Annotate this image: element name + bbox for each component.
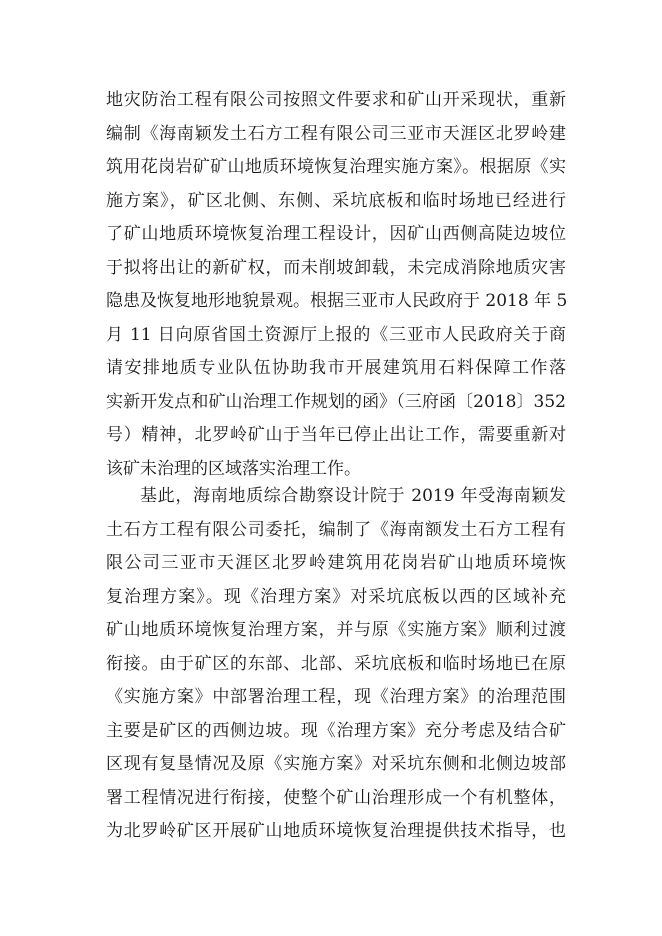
text-line: 号）精神，北罗岭矿山于当年已停止出让工作，需要重新对 <box>106 425 566 446</box>
text-line: 复治理方案》。现《治理方案》对采坑底板以西的区域补充 <box>106 586 566 607</box>
text-line: 了矿山地质环境恢复治理工程设计，因矿山西侧高陡边坡位 <box>106 224 566 245</box>
text-line: 《实施方案》中部署治理工程，现《治理方案》的治理范围 <box>106 687 566 708</box>
text-line: 限公司三亚市天涯区北罗岭建筑用花岗岩矿山地质环境恢 <box>106 553 566 574</box>
text-line: 筑用花岗岩矿矿山地质环境恢复治理实施方案》。根据原《实 <box>106 157 566 178</box>
text-line: 编制《海南颖发土石方工程有限公司三亚市天涯区北罗岭建 <box>106 123 566 144</box>
paragraph-2 <box>106 480 566 849</box>
text-line: 地灾防治工程有限公司按照文件要求和矿山开采现状，重新 <box>106 90 566 110</box>
text-line: 隐患及恢复地形地貌景观。根据三亚市人民政府于 2018 年 5 <box>106 291 568 312</box>
paragraph-1 <box>106 84 566 487</box>
text-line: 署工程情况进行衔接，使整个矿山治理形成一个有机整体， <box>106 787 566 808</box>
text-line: 区现有复垦情况及原《实施方案》对采坑东侧和北侧边坡部 <box>106 754 566 775</box>
text-line: 土石方工程有限公司委托，编制了《海南额发土石方工程有 <box>106 519 566 540</box>
text-line: 请安排地质专业队伍协助我市开展建筑用石料保障工作落 <box>106 358 566 379</box>
text-line: 实新开发点和矿山治理工作规划的函》（三府函〔2018〕352 <box>106 391 566 412</box>
text-line: 为北罗岭矿区开展矿山地质环境恢复治理提供技术指导，也 <box>106 821 566 842</box>
text-line: 矿山地质环境恢复治理方案，并与原《实施方案》顺利过渡 <box>106 620 566 641</box>
text-line: 基此，海南地质综合勘察设计院于 2019 年受海南颖发 <box>140 486 566 506</box>
text-line: 施方案》，矿区北侧、东侧、采坑底板和临时场地已经进行 <box>106 190 566 211</box>
text-line: 衔接。由于矿区的东部、北部、采坑底板和临时场地已在原 <box>106 653 566 674</box>
text-line: 主要是矿区的西侧边坡。现《治理方案》充分考虑及结合矿 <box>106 720 566 741</box>
text-line: 于拟将出让的新矿权，而未削坡卸载，未完成消除地质灾害 <box>106 257 566 278</box>
text-line: 该矿未治理的区域落实治理工作。 <box>106 459 361 480</box>
text-line: 月 11 日向原省国土资源厅上报的《三亚市人民政府关于商 <box>106 324 566 345</box>
